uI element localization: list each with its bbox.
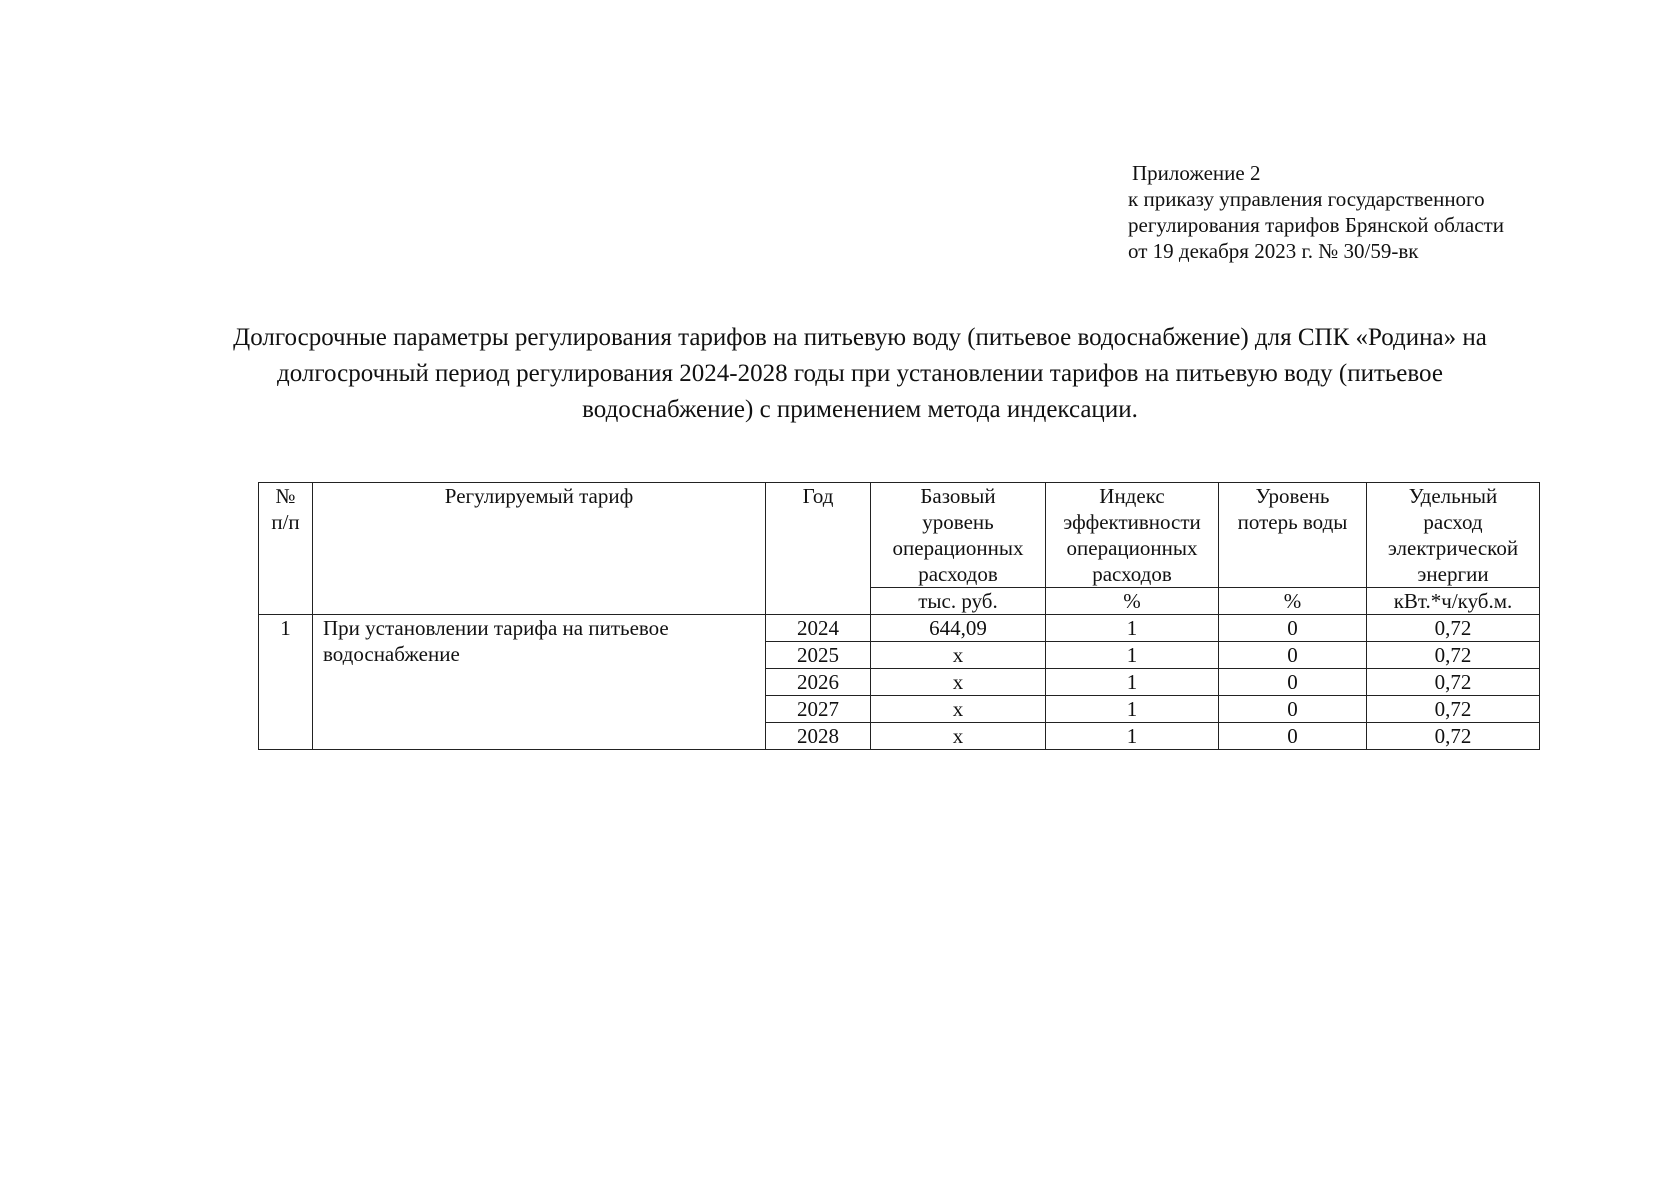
cell-base-cost: х <box>871 642 1046 669</box>
cell-year: 2024 <box>766 615 871 642</box>
unit-efficiency-index: % <box>1046 588 1219 615</box>
unit-base-cost: тыс. руб. <box>871 588 1046 615</box>
cell-energy-consumption: 0,72 <box>1367 696 1540 723</box>
table-row <box>259 615 1540 642</box>
cell-year: 2025 <box>766 642 871 669</box>
cell-base-cost: х <box>871 669 1046 696</box>
header-water-loss: Уровень потерь воды <box>1219 483 1367 588</box>
cell-energy-consumption: 0,72 <box>1367 723 1540 750</box>
header-efficiency-index: Индекс эффективности операционных расходов <box>1046 483 1219 588</box>
cell-energy-consumption: 0,72 <box>1367 615 1540 642</box>
unit-energy-consumption: кВт.*ч/куб.м. <box>1367 588 1540 615</box>
row-tariff-name: При установлении тарифа на питьевое водоснабжение <box>313 615 766 750</box>
cell-efficiency-index: 1 <box>1046 669 1219 696</box>
table-header-row <box>259 483 1540 588</box>
appendix-title: Приложение 2 <box>1132 161 1261 185</box>
cell-water-loss: 0 <box>1219 669 1367 696</box>
tariff-parameters-table <box>258 482 1540 750</box>
appendix-line: регулирования тарифов Брянской области <box>1128 213 1504 237</box>
appendix-block <box>1128 160 1504 264</box>
cell-water-loss: 0 <box>1219 696 1367 723</box>
header-tariff: Регулируемый тариф <box>313 483 766 615</box>
heading-line: Долгосрочные параметры регулирования тарифов на питьевую воду (питьевое водоснабжение) для СПК «Родина» на <box>233 324 1487 351</box>
cell-efficiency-index: 1 <box>1046 642 1219 669</box>
cell-water-loss: 0 <box>1219 615 1367 642</box>
cell-year: 2028 <box>766 723 871 750</box>
cell-efficiency-index: 1 <box>1046 723 1219 750</box>
heading-line: долгосрочный период регулирования 2024-2028 годы при установлении тарифов на питьевую воду (питьевое <box>277 360 1443 387</box>
row-number: 1 <box>259 615 313 750</box>
cell-efficiency-index: 1 <box>1046 615 1219 642</box>
cell-energy-consumption: 0,72 <box>1367 642 1540 669</box>
header-base-cost: Базовый уровень операционных расходов <box>871 483 1046 588</box>
appendix-line: к приказу управления государственного <box>1128 187 1485 211</box>
cell-year: 2027 <box>766 696 871 723</box>
header-num: № п/п <box>259 483 313 615</box>
cell-year: 2026 <box>766 669 871 696</box>
unit-water-loss: % <box>1219 588 1367 615</box>
cell-base-cost: 644,09 <box>871 615 1046 642</box>
cell-base-cost: х <box>871 696 1046 723</box>
cell-water-loss: 0 <box>1219 642 1367 669</box>
cell-base-cost: х <box>871 723 1046 750</box>
document-heading <box>150 320 1570 428</box>
appendix-line: от 19 декабря 2023 г. № 30/59-вк <box>1128 239 1419 263</box>
header-energy-consumption: Удельный расход электрической энергии <box>1367 483 1540 588</box>
cell-efficiency-index: 1 <box>1046 696 1219 723</box>
heading-line: водоснабжение) с применением метода индексации. <box>582 396 1138 423</box>
header-year: Год <box>766 483 871 615</box>
cell-energy-consumption: 0,72 <box>1367 669 1540 696</box>
cell-water-loss: 0 <box>1219 723 1367 750</box>
